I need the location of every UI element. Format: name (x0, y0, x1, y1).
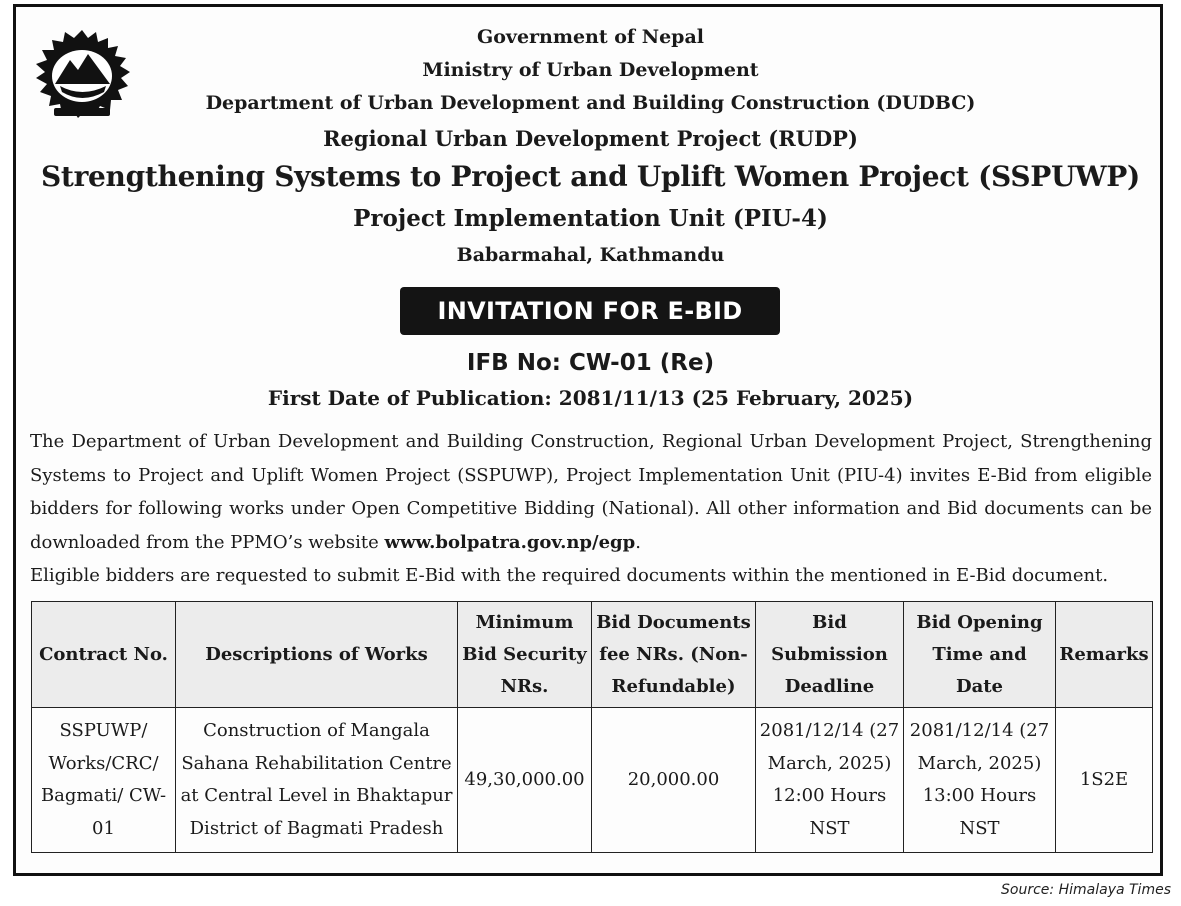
publication-date: First Date of Publication: 2081/11/13 (25 February, 2025) (267, 386, 914, 410)
table-row (32, 708, 1153, 853)
notice-paragraph-end: . (635, 531, 641, 553)
header-government: Government of Nepal (477, 26, 704, 48)
eligibility-text: Eligible bidders are requested to submit E-Bid with the required documents within the mentioned in E-Bid document. (30, 565, 1109, 586)
cell-bid-security: 49,30,000.00 (458, 708, 592, 853)
header-ministry: Ministry of Urban Development (422, 59, 759, 81)
notice-paragraph (30, 425, 1152, 559)
cell-remarks: 1S2E (1056, 708, 1153, 853)
col-header-doc-fee: Bid Documents fee NRs. (Non-Refundable) (592, 602, 756, 708)
header-department: Department of Urban Development and Building Construction (DUDBC) (205, 92, 976, 114)
cell-contract-no: SSPUWP/ Works/CRC/ Bagmati/ CW-01 (32, 708, 176, 853)
ifb-number: IFB No: CW-01 (Re) (466, 350, 715, 376)
source-credit: Source: Himalaya Times (1001, 882, 1171, 898)
cell-doc-fee: 20,000.00 (592, 708, 756, 853)
col-header-contract: Contract No. (32, 602, 176, 708)
col-header-submission: Bid Submission Deadline (756, 602, 904, 708)
header-project-title: Strengthening Systems to Project and Uplift Women Project (SSPUWP) (41, 160, 1140, 193)
header-piu: Project Implementation Unit (PIU-4) (353, 205, 828, 232)
col-header-remarks: Remarks (1056, 602, 1153, 708)
header-rudp: Regional Urban Development Project (RUDP) (323, 126, 858, 151)
website-link[interactable]: www.bolpatra.gov.np/egp (384, 531, 636, 553)
col-header-bid-security: Minimum Bid Security NRs. (458, 602, 592, 708)
col-header-description: Descriptions of Works (176, 602, 458, 708)
bid-table (31, 601, 1153, 853)
cell-opening: 2081/12/14 (27 March, 2025) 13:00 Hours NST (904, 708, 1056, 853)
col-header-opening: Bid Opening Time and Date (904, 602, 1056, 708)
table-header-row (32, 602, 1153, 708)
header-address: Babarmahal, Kathmandu (456, 244, 725, 266)
invitation-banner: INVITATION FOR E-BID (400, 287, 780, 335)
cell-submission-deadline: 2081/12/14 (27 March, 2025) 12:00 Hours NST (756, 708, 904, 853)
cell-description: Construction of Mangala Sahana Rehabilitation Centre at Central Level in Bhaktapur District of Bagmati Pradesh (176, 708, 458, 853)
notice-paragraph-text: The Department of Urban Development and Building Construction, Regional Urban Development Project, Strengthening Systems to Project and Uplift Women Project (SSPUWP), Project Implementation Unit (PIU-4) invites E-Bid from eligible bidders for following works under Open Competitive Bidding (National). All other information and Bid documents can be downloaded from the PPMO’s website (30, 431, 1152, 553)
